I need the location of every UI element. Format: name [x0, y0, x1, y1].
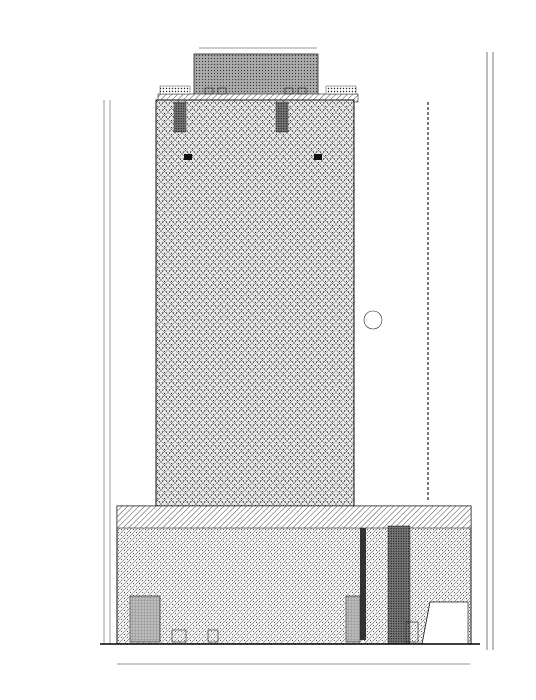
podium-facade — [117, 506, 471, 644]
tower-facade — [156, 100, 354, 506]
roof-penthouse — [158, 48, 358, 102]
detail-callout — [364, 311, 382, 329]
left-dimension-chain — [104, 100, 110, 644]
elevation-scale — [487, 52, 493, 650]
